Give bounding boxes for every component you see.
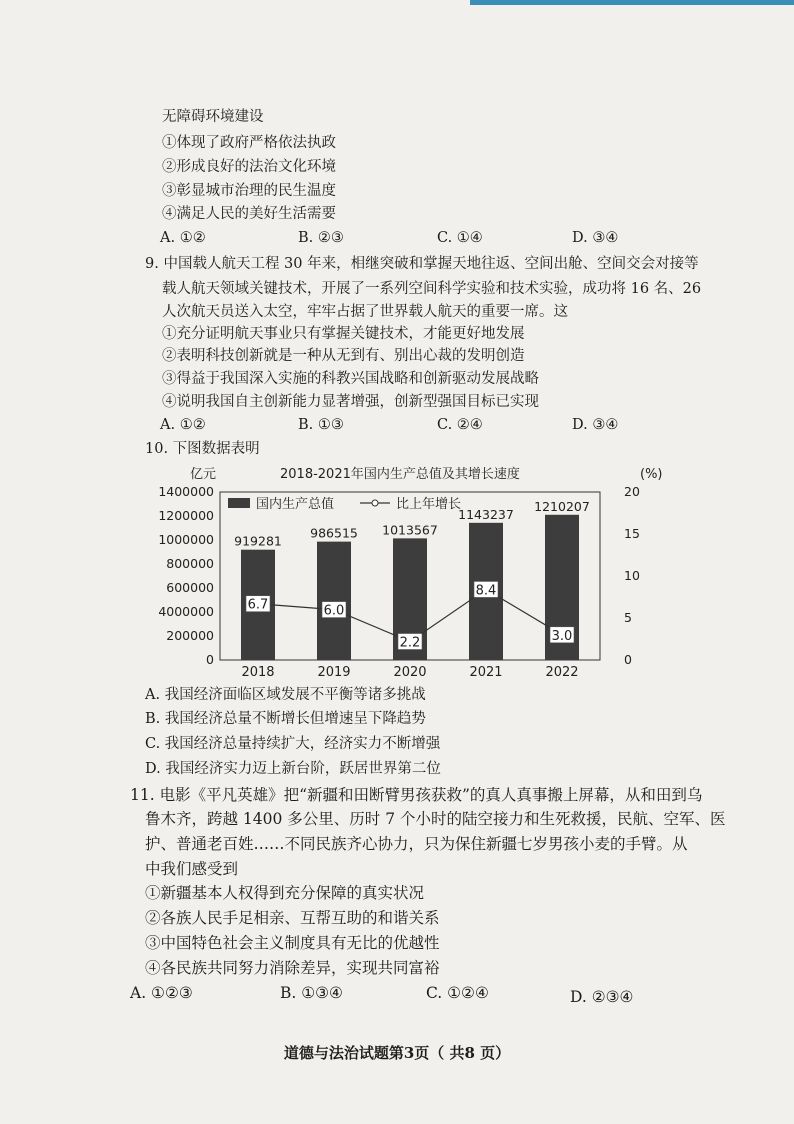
gdp-chart-svg [150,462,670,684]
right-tick-label: 5 [624,610,632,625]
q8-item-4: ④满足人民的美好生活需要 [162,206,336,222]
left-tick-label: 600000 [166,580,214,595]
category-label: 2020 [393,665,427,680]
legend-line-marker [372,500,378,506]
right-tick-label: 0 [624,652,632,667]
q11-option-a[interactable]: A. ①②③ [130,984,193,1002]
q11-item-1: ①新疆基本人权得到充分保障的真实状况 [145,884,425,902]
q8-item-2: ②形成良好的法治文化环境 [162,159,336,175]
q9-option-a[interactable]: A. ①② [160,417,206,433]
category-label: 2021 [469,665,503,680]
q10-option-b[interactable]: B. 我国经济总量不断增长但增速呈下降趋势 [145,711,426,727]
q9-stem-line-1: 9. 中国载人航天工程 30 年来，相继突破和掌握天地往返、空间出舱、空间交会对接等 [145,256,699,272]
gdp-bar-value-label: 1210207 [534,498,590,514]
right-tick-label: 10 [624,568,640,583]
page-footer: 道德与法治试题第3页（ 共8 页） [283,1044,511,1062]
q9-item-4: ④说明我国自主创新能力显著增强，创新型强国目标已实现 [162,394,539,410]
growth-value-label: 8.4 [475,583,497,599]
q9-stem-line-2: 载人航天领域关键技术，开展了一系列空间科学实验和技术实验，成功将 16 名、26 [162,281,702,297]
q10-stem: 10. 下图数据表明 [145,441,260,457]
q8-option-b[interactable]: B. ②③ [298,230,344,246]
q9-item-1: ①充分证明航天事业只有掌握关键技术，才能更好地发展 [162,326,525,342]
gdp-bar-value-label: 1143237 [458,506,514,522]
legend-line-label: 比上年增长 [396,497,462,512]
q11-item-3: ③中国特色社会主义制度具有无比的优越性 [145,934,440,952]
left-tick-label: 4000000 [158,604,214,619]
left-tick-label: 1000000 [158,532,214,547]
q11-item-2: ②各族人民手足相亲、互帮互助的和谐关系 [145,909,440,927]
q11-item-4: ④各民族共同努力消除差异，实现共同富裕 [145,959,440,977]
q8-item-3: ③彰显城市治理的民生温度 [162,183,336,199]
q9-item-3: ③得益于我国深入实施的科教兴国战略和创新驱动发展战略 [162,371,539,387]
legend-bar-swatch [228,498,250,508]
growth-value-label: 6.7 [247,597,269,613]
left-unit-label: 亿元 [190,467,217,482]
chart-title: 2018-2021年国内生产总值及其增长速度 [280,467,520,482]
q10-option-a[interactable]: A. 我国经济面临区域发展不平衡等诸多挑战 [145,687,426,703]
gdp-bar-value-label: 1013567 [382,522,438,538]
gdp-bar [317,542,351,660]
right-unit-label: (%) [640,467,663,482]
right-tick-label: 15 [624,526,640,541]
right-tick-label: 20 [624,484,640,499]
q9-option-c[interactable]: C. ②④ [437,417,483,433]
left-tick-label: 1400000 [158,484,214,499]
q11-option-b[interactable]: B. ①③④ [280,984,343,1002]
q11-stem-line-2: 鲁木齐，跨越 1400 多公里、历时 7 个小时的陆空接力和生死救援，民航、空军、医 [145,810,726,828]
q8-option-a[interactable]: A. ①② [160,230,206,246]
q8-stem-tail: 无障碍环境建设 [162,109,264,125]
q11-option-c[interactable]: C. ①②④ [426,984,489,1002]
gdp-bar-value-label: 919281 [234,533,282,549]
left-tick-label: 800000 [166,556,214,571]
category-label: 2022 [545,665,579,680]
category-label: 2019 [317,665,351,680]
top-color-strip [470,0,794,5]
q11-stem-line-1: 11. 电影《平凡英雄》把“新疆和田断臂男孩获救”的真人真事搬上屏幕，从和田到乌 [130,786,703,804]
gdp-bar-value-label: 986515 [310,525,358,541]
q11-stem-line-4: 中我们感受到 [145,860,239,878]
q9-stem-line-3: 人次航天员送入太空，牢牢占据了世界载人航天的重要一席。这 [162,304,568,320]
left-tick-label: 200000 [166,628,214,643]
q11-stem-line-3: 护、普通老百姓……不同民族齐心协力，只为保住新疆七岁男孩小麦的手臂。从 [145,835,688,853]
left-tick-label: 0 [206,652,214,667]
category-label: 2018 [241,665,275,680]
left-tick-label: 1200000 [158,508,214,523]
q10-option-d[interactable]: D. 我国经济实力迈上新台阶，跃居世界第二位 [145,761,441,777]
gdp-chart [150,462,670,684]
growth-value-label: 6.0 [323,603,345,619]
q8-option-d[interactable]: D. ③④ [572,230,619,246]
q11-option-d[interactable]: D. ②③④ [570,988,634,1006]
q9-option-d[interactable]: D. ③④ [572,417,619,433]
q10-option-c[interactable]: C. 我国经济总量持续扩大，经济实力不断增强 [145,736,441,752]
growth-value-label: 3.0 [551,628,573,644]
q9-item-2: ②表明科技创新就是一种从无到有、别出心裁的发明创造 [162,348,525,364]
q9-option-b[interactable]: B. ①③ [298,417,344,433]
q8-item-1: ①体现了政府严格依法执政 [162,135,336,151]
growth-value-label: 2.2 [399,635,421,651]
q8-option-c[interactable]: C. ①④ [437,230,483,246]
legend-bar-label: 国内生产总值 [256,497,335,512]
